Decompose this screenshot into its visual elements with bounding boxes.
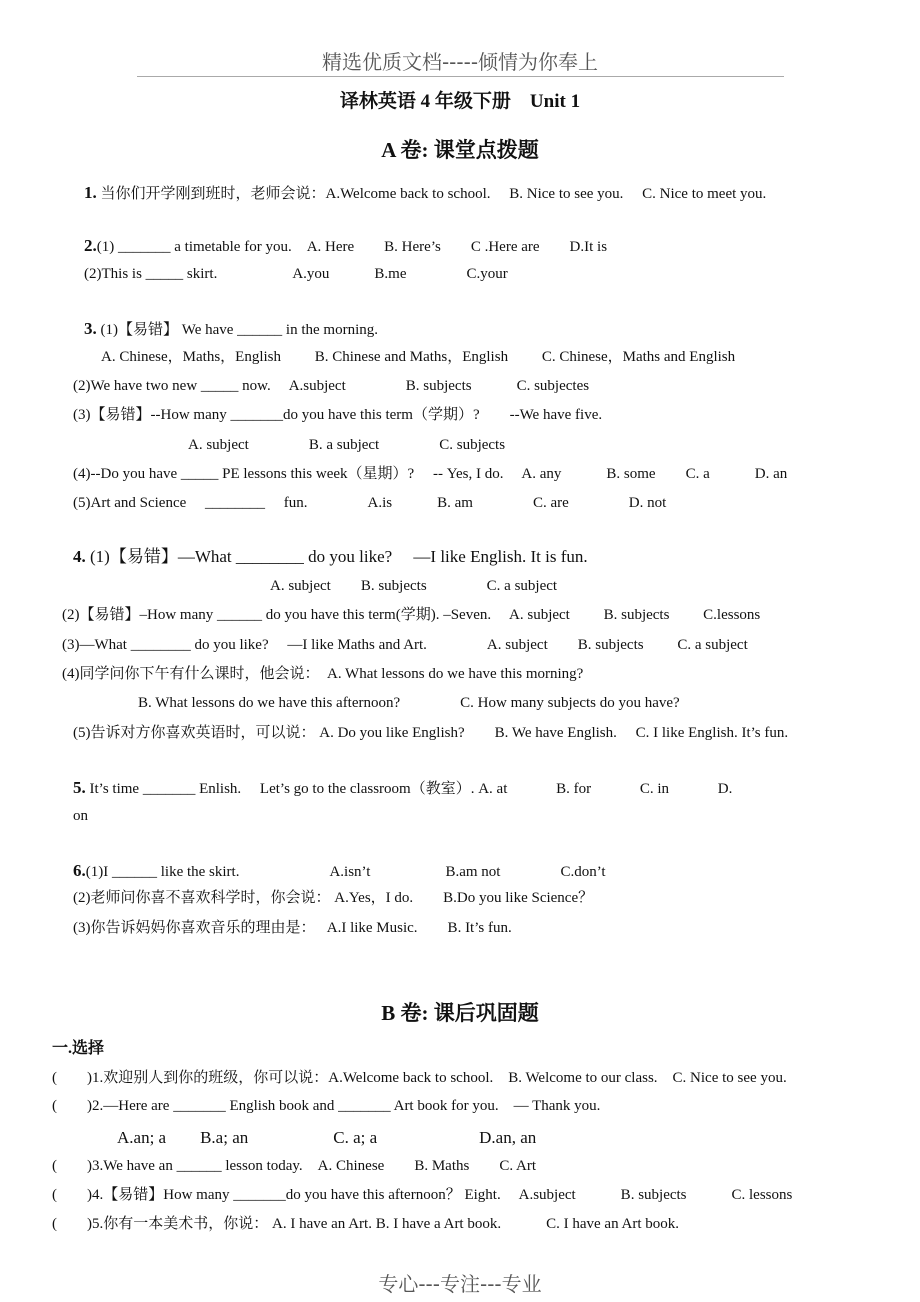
question-3-options-3: A. subject B. a subject C. subjects (188, 437, 506, 453)
question-4-line-4: (4)同学问你下午有什么课时，他会说： A. What lessons do we have this morning? (62, 666, 584, 682)
b-item-2-options: A.an; a B.a; an C. a; a D.an, an (117, 1128, 537, 1147)
question-3-options-1: A. Chinese，Maths，English B. Chinese and Maths，English C. Chinese，Maths and English (101, 349, 736, 365)
question-4-options-4: B. What lessons do we have this afternoon? C. How many subjects do you have? (138, 695, 680, 711)
question-2-line-2: (2)This is _____ skirt. A.you B.me C.your (84, 266, 508, 282)
b-item-2: ( )2.—Here are _______ English book and _______ Art book for you. — Thank you. (52, 1098, 601, 1114)
question-3-line-2: (2)We have two new _____ now. A.subject B. subjects C. subjectes (73, 378, 590, 394)
question-4-line-3: (3)—What ________ do you like? —I like Maths and Art. A. subject B. subjects C. a subject (62, 637, 748, 653)
b-item-1: ( )1.欢迎别人到你的班级，你可以说：A.Welcome back to school. B. Welcome to our class. C. Nice to see you. (52, 1070, 787, 1086)
question-text: (1)【易错】—What ________ do you like? —I like English. It is fun. (90, 547, 588, 566)
question-text: 当你们开学刚到班时，老师会说：A.Welcome back to school. B. Nice to see you. C. Nice to meet you. (100, 186, 767, 202)
question-3-line-4: (4)--Do you have _____ PE lessons this week（星期）? -- Yes, I do. A. any B. some C. a D. an (73, 466, 788, 482)
question-2-line-1 (84, 237, 607, 255)
header-divider (137, 76, 784, 77)
question-4-options-1: A. subject B. subjects C. a subject (270, 578, 558, 594)
question-6-line-1 (73, 862, 606, 880)
question-number: 5. (73, 778, 86, 797)
question-number: 6. (73, 861, 86, 880)
question-6-line-3: (3)你告诉妈妈你喜欢音乐的理由是： A.I like Music. B. It’s fun. (73, 920, 512, 936)
page-footer: 专心---专注---专业 (378, 1272, 542, 1296)
question-4-line-1 (73, 548, 588, 565)
question-3-line-5: (5)Art and Science ________ fun. A.is B. am C. are D. not (73, 495, 667, 511)
document-title: 译林英语 4 年级下册 Unit 1 (339, 91, 581, 112)
question-text: It’s time _______ Enlish. Let’s go to the classroom（教室）. A. at B. for C. in D. (89, 781, 733, 797)
section-a-heading: A 卷: 课堂点拨题 (381, 138, 539, 162)
question-5-line-1 (73, 779, 732, 797)
question-number: 3. (84, 319, 97, 338)
question-4-line-2: (2)【易错】–How many ______ do you have this term(学期). –Seven. A. subject B. subjects C.lessons (62, 607, 761, 623)
question-3-line-1 (84, 320, 378, 338)
question-4-line-5: (5)告诉对方你喜欢英语时，可以说： A. Do you like English? B. We have English. C. I like English. It’s fun. (73, 725, 789, 741)
question-number: 1. (84, 183, 97, 202)
section-b-heading: B 卷: 课后巩固题 (381, 1001, 539, 1025)
question-6-line-2: (2)老师问你喜不喜欢科学时，你会说： A.Yes，I do. B.Do you like Science？ (73, 890, 594, 906)
question-text: (1) _______ a timetable for you. A. Here B. Here’s C .Here are D.It is (96, 239, 608, 255)
question-1 (84, 184, 766, 202)
part-1-heading: 一.选择 (52, 1040, 105, 1057)
b-item-5: ( )5.你有一本美术书，你说： A. I have an Art. B. I have a Art book. C. I have an Art book. (52, 1216, 679, 1232)
question-3-line-3: (3)【易错】--How many _______do you have this term（学期）? --We have five. (73, 407, 603, 423)
question-text: (1)【易错】 We have ______ in the morning. (100, 322, 378, 338)
question-text: (1)I ______ like the skirt. A.isn’t B.am not C.don’t (85, 864, 606, 880)
b-item-4: ( )4.【易错】How many _______do you have this afternoon？ Eight. A.subject B. subjects C. lessons (52, 1187, 793, 1203)
page-header: 精选优质文档-----倾情为你奉上 (321, 50, 599, 74)
question-number: 2. (84, 236, 97, 255)
question-5-line-2: on (73, 808, 88, 824)
question-number: 4. (73, 547, 86, 566)
b-item-3: ( )3.We have an ______ lesson today. A. Chinese B. Maths C. Art (52, 1158, 537, 1174)
